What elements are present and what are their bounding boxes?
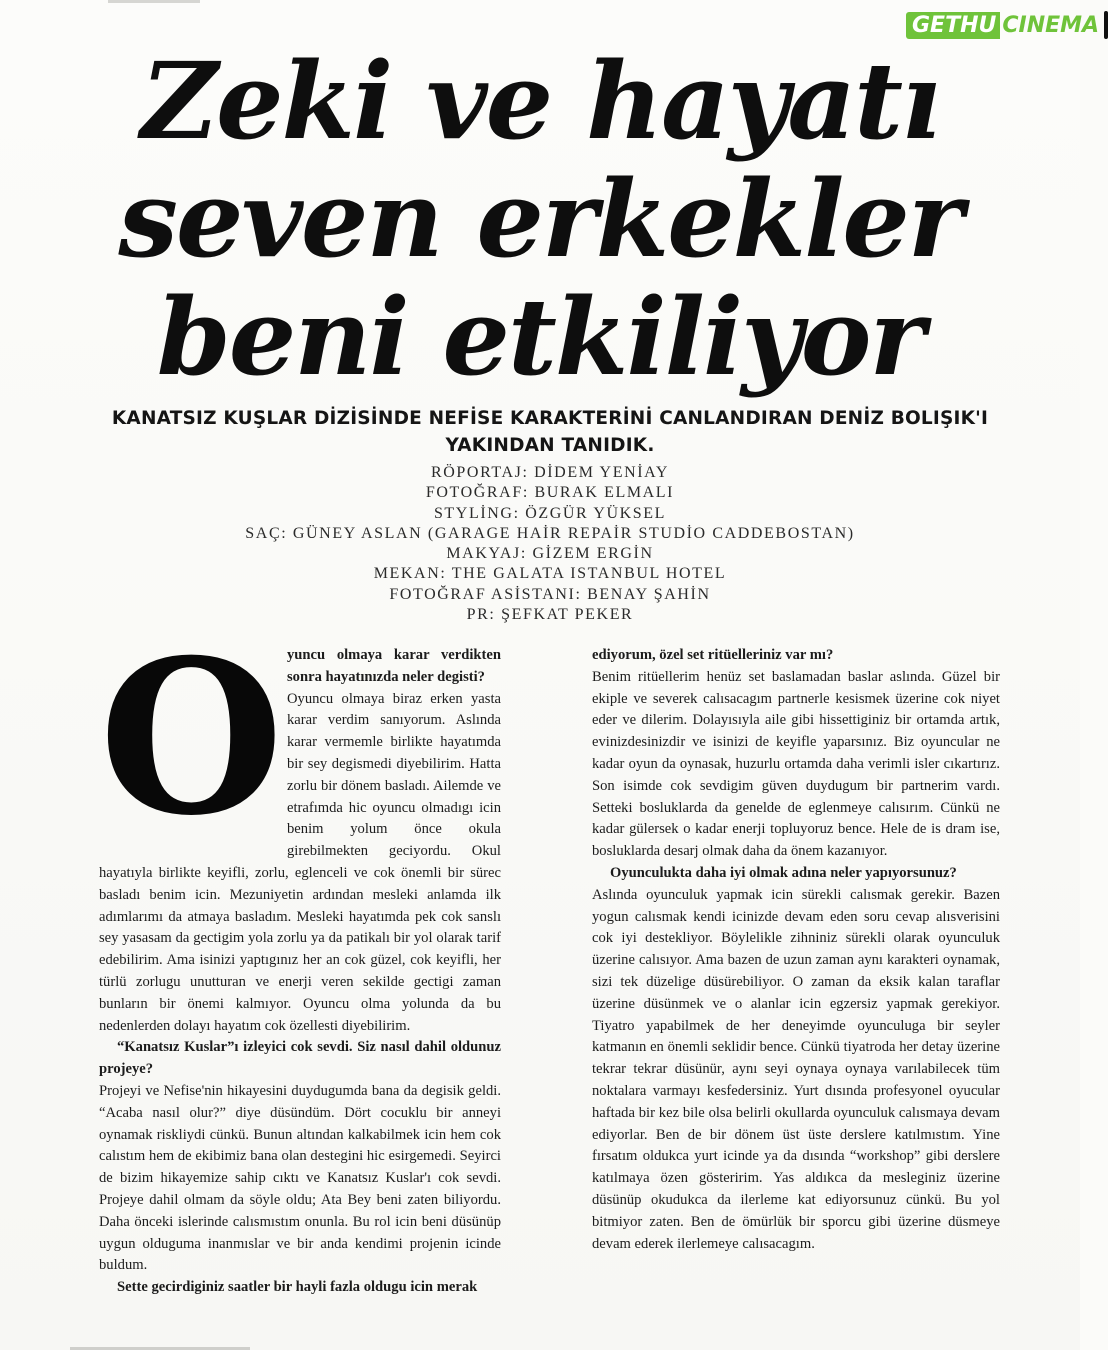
- dropcap-letter: O: [99, 613, 284, 862]
- article-column-right: [592, 645, 1000, 1255]
- headline-line-1: Zeki ve hayatı: [140, 38, 940, 163]
- credit-photo: FOTOĞRAF: BURAK ELMALI: [425, 484, 675, 502]
- credit-photo-assistant: FOTOĞRAF ASİSTANI: BENAY ŞAHİN: [389, 585, 711, 603]
- page-edge-mark: [108, 0, 200, 3]
- watermark-logo: [906, 8, 1100, 42]
- article-column-left: [99, 613, 501, 1299]
- headline-line-2: seven erkekler: [118, 156, 962, 281]
- credit-pr: PR: ŞEFKAT PEKER: [466, 606, 634, 624]
- question-3: Sette gecirdiginiz saatler bir hayli fazla oldugu icin merak: [117, 1279, 478, 1296]
- watermark-brand-left: GETHU: [906, 12, 1000, 39]
- article-headline: [60, 38, 1020, 399]
- headline-line-3: beni etkiliyor: [156, 274, 924, 399]
- question-4: Oyunculukta daha iyi olmak adına neler yapıyorsunuz?: [610, 864, 957, 881]
- answer-4: Aslında oyunculuk yapmak icin sürekli calısmak gerekir. Bazen yogun calısmak kendi icinizde devam eden soru cevap alısverisini cok iyi destekliyor. Böylelikle zihniniz sürekli olarak oyunculuk üzerine calısıyor. Ama bazen de uzun zaman aynı karakteri oynamak, sizi tek düzelige düsürebiliyor. O zaman da eksik kalan taraflar üzerine düsünmek ve o alanlar icin egzersiz yapmak gerekiyor. Tiyatro yapabilmek de her deneyimde oyunculuga bir seyler katmanın en önemli seklidir bence. Cünkü tiyatroda her detay üzerine tekrar tekrar düsünür, aynı seyi oynaya oynaya varılabilecek tüm noktalara varmayı kesfedersiniz. Yurt dısında profesyonel oyucular haftada bir kez bile olsa belirli okullarda oyunculuk calısmaya devam ediyorlar. Ben de bir dönem üst üste derslere katılmıstım. Yine fırsatım oldukca yurt icinde ya da dısında “workshop” gibi derslere katılmaya özen gösteririm. Yas aldıkca da mesleginiz üzerine düsünüp okudukca da ilerleme kat ediyorsunuz cünkü. Bu yol bitmiyor zaten. Ben de ömürlük bir sporcu gibi üzerine düsmeye devam ederek ilerlemeye calısacagım.: [592, 886, 1000, 1252]
- film-strip-icon: [1104, 11, 1108, 39]
- question-3-continued: ediyorum, özel set ritüelleriniz var mı?: [592, 647, 834, 663]
- question-1: yuncu olmaya karar verdikten sonra hayatınızda neler degisti?: [287, 647, 501, 685]
- credit-venue: MEKAN: THE GALATA ISTANBUL HOTEL: [373, 565, 727, 583]
- watermark-brand-right: CINEMA: [1002, 12, 1100, 38]
- article-subtitle: KANATSIZ KUŞLAR DİZİSİNDE NEFİSE KARAKTERİNİ CANLANDIRAN DENİZ BOLIŞIK'I YAKINDAN TANIDIK.: [111, 408, 989, 456]
- credit-styling: STYLİNG: ÖZGÜR YÜKSEL: [433, 504, 667, 522]
- credit-hair: SAÇ: GÜNEY ASLAN (GARAGE HAİR REPAİR STUDİO CADDEBOSTAN): [245, 524, 855, 542]
- credits-block: [200, 463, 900, 625]
- credit-makeup: MAKYAJ: GİZEM ERGİN: [446, 545, 654, 563]
- answer-3: Benim ritüellerim henüz set baslamadan baslar aslında. Güzel bir ekiple ve severek calısacagım partnerle kesismek üzerine cok niyet eder ve dilerim. Dolayısıyla aile gibi hissettiginiz bir ortamda artık, evinizdesinizdir ve isinizi de keyifle yaparsınız. Biz oyuncular ne kadar oyun da oynasak, huzurlu ortamda daha verimli isler cıkartırız. Son isimde cok sevdigim güven duydugum bir partnerim vardı. Setteki bosluklarda da genelde de eglenmeye calısırım. Cünkü ne kadar gülersek o kadar enerji topluyoruz bence. Hele de is dram ise, bosluklarda desarj olmak daha da önem kazanıyor.: [592, 668, 1000, 860]
- question-2: “Kanatsız Kuslar”ı izleyici cok sevdi. Siz nasıl dahil oldunuz projeye?: [99, 1039, 501, 1078]
- answer-2: Projeyi ve Nefise'nin hikayesini duydugumda bana da degisik geldi. “Acaba nasıl olur?” diye düsündüm. Dört cocuklu bir anneyi oynamak riskliydi cünkü. Bunun altından kalkabilmek icin hem cok calıstım hem de ekibimiz bana olan destegini hic esirgemedi. Seyirci de bizim hikayemize sahip cıktı ve Kanatsız Kuslar'ı cok sevdi. Projeye dahil olmam da söyle oldu; Ata Bey beni zaten biliyordu. Daha önceki islerinde calısmıstım onunla. Bu rol icin beni düsünüp uygun olduguma inanmıslar ve bir anda kendimi projenin icinde buldum.: [99, 1082, 501, 1274]
- credit-interview: RÖPORTAJ: DİDEM YENİAY: [430, 464, 669, 481]
- answer-1: Oyuncu olmaya biraz erken yasta karar verdim sanıyorum. Aslında karar vermemle birlikte hayatımda bir sey degismedi diyebilirim. Hatta zorlu bir dönem basladı. Ailemde ve etrafımda hic oyuncu olmadıgı icin benim yolum önce okula girebilmekten geciyordu. Okul hayatıyla birlikte keyifli, zorlu, eglenceli ve cok önemli bir sürec basladı benim icin. Mezuniyetin ardından mesleki anlamda ilk adımlarımı da atmaya basladım. Mesleki hayatımda pek cok sanslı sey yasasam da gectigim yola zorlu ya da patikalı bir yol olarak tarif edebilirim. Ama isinizi yaptıgınız her an cok güzel, cok keyifli, her türlü zorlugu unutturan ve enerji veren sekilde gectigi zaman bunların bir önemi kalmıyor. Oyuncu olma yolunda da bu nedenlerden dolayı hayatım cok özellesti diyebilirim.: [99, 690, 501, 1034]
